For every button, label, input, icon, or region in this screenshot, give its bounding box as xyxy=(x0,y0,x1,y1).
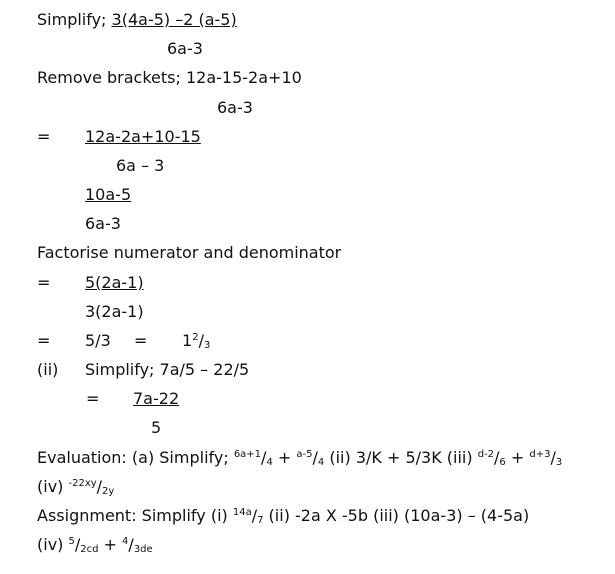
fraction-denominator: 3 xyxy=(555,457,563,468)
equals-sign: = xyxy=(37,127,51,146)
simplify-label: Simplify; xyxy=(37,10,112,29)
equals-sign: = xyxy=(86,389,100,408)
plus-sign: + xyxy=(98,535,123,554)
denominator-line: 6a – 3 xyxy=(116,156,165,175)
denominator-line: 3(2a-1) xyxy=(85,302,144,321)
assignment-line: (iv) $^5/_{2cd} + ^4/_{3de}$ xyxy=(37,535,153,555)
denominator-line: 6a-3 xyxy=(167,39,203,58)
assignment-label: Assignment: Simplify (i) xyxy=(37,506,233,525)
fraction-numerator: a-5 xyxy=(296,449,313,460)
denominator-line: 5 xyxy=(151,418,162,437)
fraction-denominator: 4 xyxy=(266,457,273,468)
fraction-numerator: d-2 xyxy=(477,449,495,460)
fraction-numerator: 4 xyxy=(122,536,129,547)
fraction-denominator: 7 xyxy=(257,515,264,526)
fraction-numerator: d+3 xyxy=(529,449,551,460)
numerator-expression: 10a-5 xyxy=(85,185,132,204)
simplify-line xyxy=(37,10,237,30)
whole-part: 1 xyxy=(182,331,193,350)
remove-brackets-line: Remove brackets; 12a-15-2a+10 xyxy=(37,68,302,87)
numerator-expression: 3(4a-5) –2 (a-5) xyxy=(111,10,237,29)
equals-sign: = xyxy=(37,331,51,350)
evaluation-line: Evaluation: (a) Simplify; $^{6a+1}/_4 + ^{a-5}/_4$ (ii) 3/K + 5/3K (iii) $^{d-2}/_6 + ^{d+3}/_3$ xyxy=(37,448,563,468)
fraction-numerator: 14a xyxy=(232,507,252,518)
part-number: (ii) xyxy=(37,360,59,379)
fraction-numerator: -22xy xyxy=(68,478,97,489)
fraction-denominator: 3de xyxy=(133,544,153,555)
fraction-numerator: 5 xyxy=(68,536,75,547)
plus-sign: + xyxy=(272,448,297,467)
numerator-expression: 7a-22 xyxy=(133,389,180,408)
equals-sign: = xyxy=(134,331,148,350)
fraction-result: 5/3 xyxy=(85,331,111,350)
numerator-expression: 5(2a-1) xyxy=(85,273,144,292)
fraction-denominator: 3 xyxy=(203,340,211,351)
fraction-numerator: 6a+1 xyxy=(233,449,262,460)
evaluation-label: Evaluation: (a) Simplify; xyxy=(37,448,234,467)
assignment-line: Assignment: Simplify (i) $^{14a}/_7$ (ii) -2a X -5b (iii) (10a-3) – (4-5a) xyxy=(37,506,530,526)
fraction-denominator: 4 xyxy=(317,457,325,468)
denominator-line: 6a-3 xyxy=(85,214,121,233)
fraction-denominator: 2cd xyxy=(80,544,99,555)
evaluation-line: (iv) $^{-22xy}/_{2y}$ xyxy=(37,477,115,497)
fraction-denominator: 6 xyxy=(499,457,506,468)
equals-sign: = xyxy=(37,273,51,292)
simplify-line: Simplify; 7a/5 – 22/5 xyxy=(85,360,250,379)
denominator-line: 6a-3 xyxy=(217,98,253,117)
fraction-numerator: 2 xyxy=(192,332,199,343)
evaluation-text: (iv) xyxy=(37,477,69,496)
evaluation-text: (ii) 3/K + 5/3K (iii) xyxy=(324,448,478,467)
assignment-text: (iv) xyxy=(37,535,69,554)
factorise-line: Factorise numerator and denominator xyxy=(37,243,342,262)
plus-sign: + xyxy=(505,448,530,467)
assignment-text: (ii) -2a X -5b (iii) (10a-3) – (4-5a) xyxy=(263,506,530,525)
fraction-denominator: 2y xyxy=(102,486,115,497)
numerator-expression: 12a-2a+10-15 xyxy=(85,127,201,146)
mixed-number: $1^2/_3$ xyxy=(182,331,211,351)
